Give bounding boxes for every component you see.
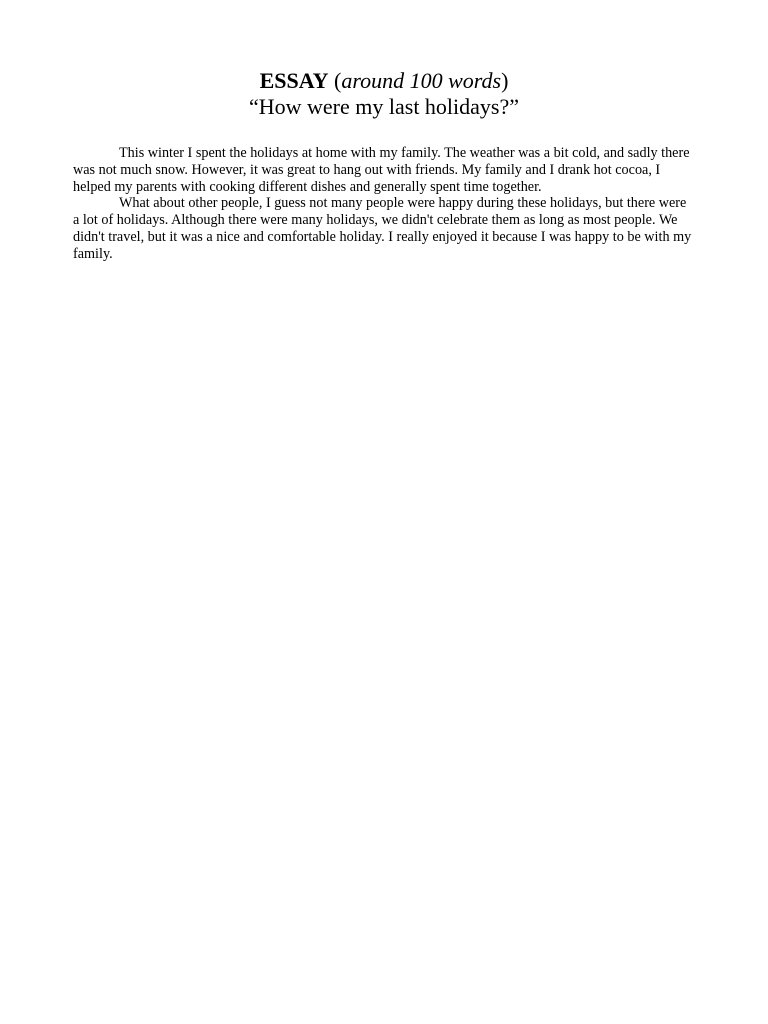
essay-title: [73, 68, 695, 94]
essay-question: “How were my last holidays?”: [248, 94, 520, 119]
essay-title-open-paren: (: [328, 68, 342, 93]
essay-title-word: ESSAY: [259, 68, 329, 93]
essay-body: [73, 145, 695, 263]
essay-paragraph-2: What about other people, I guess not many people were happy during these holidays, but there were a lot of holidays. Although there were many holidays, we didn't celebrate them as long as most people. We didn't travel, but it was a nice and comfortable holiday. I really enjoyed it because I was happy to be with my family.: [73, 195, 692, 262]
essay-word-count-note: around 100 words: [341, 68, 502, 93]
essay-title-close-paren: ): [501, 68, 509, 93]
essay-paragraph-1: This winter I spent the holidays at home with my family. The weather was a bit cold, and sadly there was not much snow. However, it was great to hang out with friends. My family and I drank hot cocoa, I helped my parents with cooking different dishes and generally spent time together.: [73, 145, 690, 195]
essay-title-block: [73, 68, 695, 120]
